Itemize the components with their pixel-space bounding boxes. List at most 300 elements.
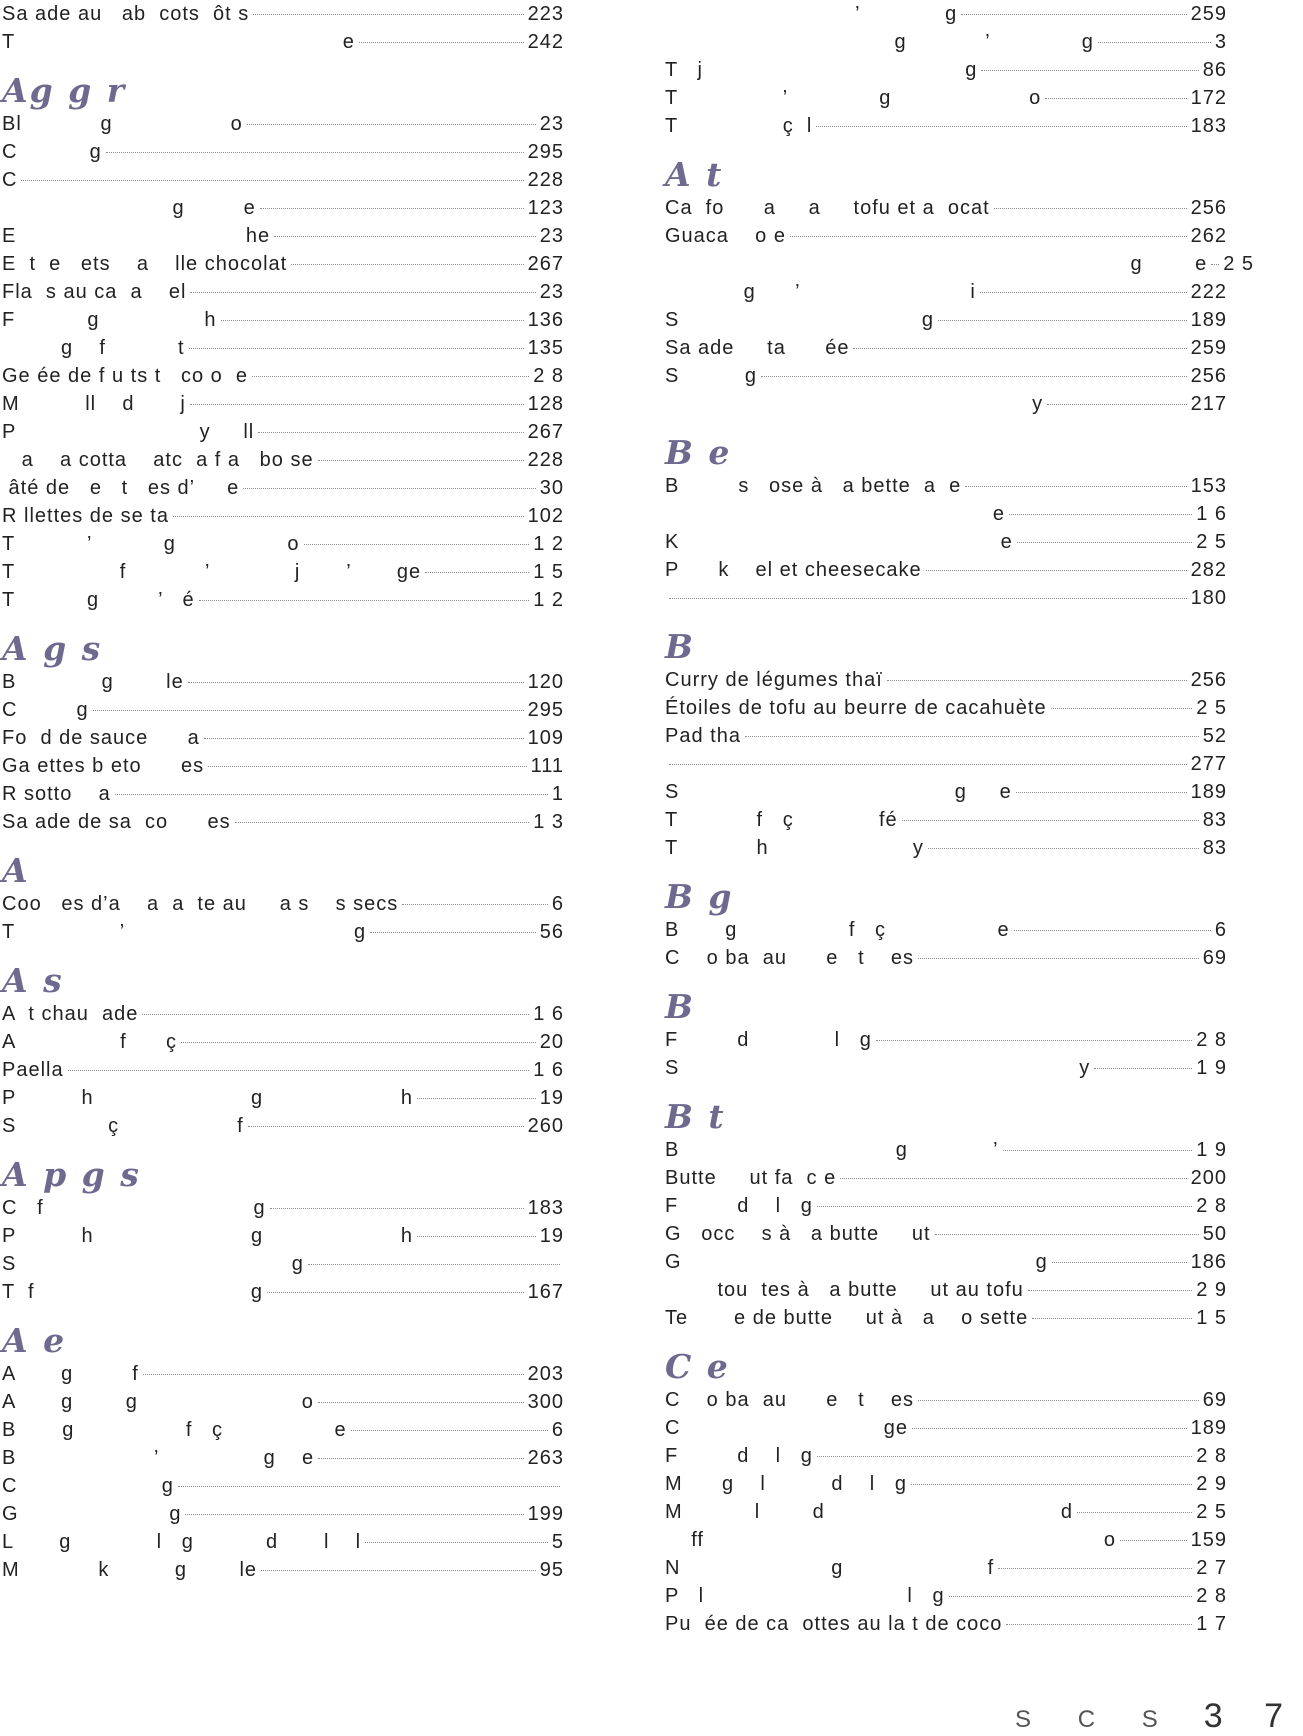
index-entry [665,1220,1227,1248]
index-entry [2,222,564,250]
index-entry [665,806,1227,834]
recipe-name: B g f ç e [665,919,1010,941]
page-reference: 153 [1190,475,1227,497]
index-section [2,72,564,614]
index-entry [665,722,1227,750]
dot-leader [304,544,530,545]
dot-leader [178,1486,560,1487]
index-section [2,0,564,56]
recipe-name: S ç f [2,1115,244,1137]
recipe-name: C g [2,699,89,721]
recipe-name: g ’ i [665,281,976,303]
recipe-name: Butte ut fa c e [665,1167,837,1189]
index-entry [665,1470,1227,1498]
recipe-name: ’ g [665,3,958,25]
dot-leader [185,1514,523,1515]
index-entry [665,306,1227,334]
page-reference: 186 [1190,1251,1227,1273]
recipe-name: L g l g d l l [2,1531,362,1553]
page-reference: 1 6 [533,1059,564,1081]
dot-leader [998,1568,1192,1569]
dot-leader [876,1040,1192,1041]
recipe-name: A f ç [2,1031,178,1053]
dot-leader [260,208,524,209]
page-footer [1015,1697,1299,1736]
index-entry [2,502,564,530]
section-heading: B e [665,433,732,472]
left-index-column [2,0,564,1600]
page-reference: 2 5 [1196,531,1227,553]
dot-leader [1045,98,1186,99]
page-reference: 2 8 [1196,1195,1227,1217]
index-entry [2,1056,564,1084]
index-entry [2,1416,564,1444]
index-entry [2,1112,564,1140]
dot-leader [204,738,524,739]
recipe-name: S g [2,1253,304,1275]
page-reference: 19 [539,1225,564,1247]
recipe-name: g ’ g [665,31,1094,53]
index-entry [665,1276,1227,1304]
dot-leader [1017,542,1192,543]
dot-leader [761,376,1187,377]
index-entry [665,500,1227,528]
recipe-name: T f ç fé [665,809,898,831]
recipe-name: Fla s au ca a el [2,281,187,303]
index-entry [665,472,1227,500]
page-reference: 277 [1190,753,1227,775]
dot-leader [190,404,524,405]
index-entry [665,916,1227,944]
index-entry [2,1000,564,1028]
page-reference: 1 5 [533,561,564,583]
footer-section-label: S C S [1015,1706,1178,1733]
index-entry [665,1304,1227,1332]
page-reference: 136 [527,309,564,331]
recipe-name: Ga ettes b eto es [2,755,205,777]
recipe-name: E t e ets a lle chocolat [2,253,288,275]
dot-leader [816,126,1186,127]
page-reference: 199 [527,1503,564,1525]
index-entry [2,390,564,418]
page-reference: 83 [1202,837,1227,859]
recipe-name: tou tes à a butte ut au tofu [665,1279,1024,1301]
page-reference: 228 [527,449,564,471]
dot-leader [1120,1540,1187,1541]
page-reference: 69 [1202,1389,1227,1411]
page-reference: 159 [1190,1529,1227,1551]
page-reference: 23 [539,225,564,247]
recipe-name: F d l g [665,1445,813,1467]
page-reference: 1 3 [533,811,564,833]
dot-leader [359,42,524,43]
section-heading: Ag g r [2,71,127,110]
section-heading: B [665,627,695,666]
page-reference: 259 [1190,3,1227,25]
page-reference: 86 [1202,59,1227,81]
section-heading: C e [665,1347,730,1386]
dot-leader [208,766,526,767]
dot-leader [291,264,523,265]
index-entry [2,1278,564,1306]
dot-leader [902,820,1199,821]
recipe-name: âté de e t es d’ e [2,477,240,499]
dot-leader [270,1208,524,1209]
index-entry [665,1136,1227,1164]
index-entry [665,250,1255,278]
dot-leader [274,236,536,237]
recipe-name: S g [665,309,935,331]
recipe-name: Ca fo a a tofu et a ocat [665,197,990,219]
recipe-name: Pad tha [665,725,741,747]
index-section [665,988,1227,1082]
recipe-name: Ge ée de f u ts t co o e [2,365,249,387]
dot-leader [243,488,535,489]
index-entry [2,0,564,28]
dot-leader [106,152,524,153]
dot-leader [417,1098,536,1099]
page-reference: 3 [1214,31,1227,53]
recipe-name: C f g [2,1197,266,1219]
page-reference: 6 [551,893,564,915]
page-reference: 109 [527,727,564,749]
index-entry [665,750,1227,778]
page-reference: 128 [527,393,564,415]
dot-leader [21,180,523,181]
section-heading: A p g s [2,1155,141,1194]
page-reference: 256 [1190,197,1227,219]
page-reference: 95 [539,1559,564,1581]
index-section [665,0,1227,140]
dot-leader [370,932,536,933]
recipe-name: R llettes de se ta [2,505,169,527]
dot-leader [745,736,1199,737]
dot-leader [1016,792,1187,793]
dot-leader [928,848,1199,849]
index-entry [2,724,564,752]
index-entry [665,944,1227,972]
index-entry [665,0,1227,28]
dot-leader [911,1484,1192,1485]
dot-leader [252,376,529,377]
dot-leader [1003,1150,1193,1151]
index-entry [665,1554,1227,1582]
dot-leader [1009,514,1192,515]
page-reference: 2 9 [1196,1279,1227,1301]
index-entry [2,194,564,222]
recipe-name: Guaca o e [665,225,786,247]
dot-leader [93,710,524,711]
index-entry [665,56,1227,84]
page-reference: 2 9 [1196,1473,1227,1495]
page-reference: 23 [539,281,564,303]
dot-leader [190,292,535,293]
recipe-name: B ’ g e [2,1447,315,1469]
index-entry [2,28,564,56]
page-reference: 2 8 [1196,1445,1227,1467]
dot-leader [817,1456,1192,1457]
index-entry [2,1360,564,1388]
index-entry [665,1526,1227,1554]
index-entry [665,1386,1227,1414]
index-entry [665,222,1227,250]
page-reference: 1 9 [1196,1139,1227,1161]
index-entry [665,84,1227,112]
index-entry [665,666,1227,694]
page-reference: 172 [1190,87,1227,109]
recipe-name: e [665,503,1005,525]
recipe-name: T e [2,31,355,53]
index-entry [665,362,1227,390]
index-section [2,962,564,1140]
index-entry [2,890,564,918]
index-entry [2,362,564,390]
dot-leader [1051,708,1193,709]
recipe-name: T ç l [665,115,813,137]
page-reference: 259 [1190,337,1227,359]
recipe-name: Fo d de sauce a [2,727,200,749]
page-reference: 267 [527,421,564,443]
index-entry [2,278,564,306]
section-heading: B [665,987,695,1026]
index-entry [665,1192,1227,1220]
page-reference: 262 [1190,225,1227,247]
recipe-name: F d l g [665,1195,813,1217]
page-number: 3 7 [1203,1697,1299,1735]
index-entry [2,250,564,278]
page-reference: 300 [527,1391,564,1413]
index-entry [2,474,564,502]
page-reference: 189 [1190,1417,1227,1439]
index-section [2,1156,564,1306]
page-reference: 111 [530,755,564,777]
recipe-name: P l l g [665,1585,945,1607]
index-entry [665,278,1227,306]
dot-leader [790,236,1187,237]
index-entry [2,1388,564,1416]
recipe-name: S g e [665,781,1012,803]
index-entry [2,530,564,558]
page-reference: 200 [1190,1167,1227,1189]
page-reference: 1 [551,783,564,805]
dot-leader [425,572,529,573]
recipe-name: Coo es d’a a a te au a s s secs [2,893,399,915]
page-reference: 228 [527,169,564,191]
dot-leader [318,1458,524,1459]
dot-leader [1077,1512,1192,1513]
index-entry [2,446,564,474]
index-section [665,878,1227,972]
page-reference: 123 [527,197,564,219]
index-entry [2,1194,564,1222]
recipe-name: P h g h [2,1087,413,1109]
dot-leader [351,1430,548,1431]
dot-leader [188,682,524,683]
index-entry [2,1250,564,1278]
recipe-name: F d l g [665,1029,872,1051]
recipe-name: g e [665,253,1208,275]
index-entry [665,1610,1227,1638]
page-reference: 1 6 [533,1003,564,1025]
recipe-name: Sa ade de sa co es [2,811,231,833]
dot-leader [669,764,1187,765]
recipe-name: Étoiles de tofu au beurre de cacahuète [665,697,1047,719]
index-entry [2,558,564,586]
recipe-name: ff o [665,1529,1117,1551]
recipe-name: G g [665,1251,1048,1273]
page-reference: 203 [527,1363,564,1385]
dot-leader [918,1400,1199,1401]
page-reference: 2 7 [1196,1557,1227,1579]
recipe-name: M ll d j [2,393,186,415]
dot-leader [935,1234,1199,1235]
recipe-name: C ge [665,1417,908,1439]
dot-leader [143,1374,524,1375]
recipe-name: G occ s à a butte ut [665,1223,931,1245]
dot-leader [417,1236,536,1237]
recipe-name: A t chau ade [2,1003,139,1025]
index-entry [665,1414,1227,1442]
index-entry [2,918,564,946]
recipe-name: E he [2,225,271,247]
index-entry [665,112,1227,140]
page-reference: 1 9 [1196,1057,1227,1079]
page-reference: 83 [1202,809,1227,831]
recipe-name: G g [2,1503,182,1525]
page-reference: 222 [1190,281,1227,303]
index-entry [665,1248,1227,1276]
page-reference: 189 [1190,781,1227,803]
page-reference: 295 [527,699,564,721]
dot-leader [189,348,524,349]
recipe-name: C [2,169,18,191]
dot-leader [267,1292,524,1293]
index-section [665,155,1255,418]
dot-leader [949,1596,1193,1597]
index-section [665,1348,1227,1638]
section-heading: B g [665,877,734,916]
page-reference: 242 [527,31,564,53]
dot-leader [1047,404,1186,405]
page-reference: 256 [1190,669,1227,691]
index-entry [2,1028,564,1056]
dot-leader [258,432,523,433]
dot-leader [1211,264,1219,265]
page-reference: 135 [527,337,564,359]
recipe-name: M l d d [665,1501,1073,1523]
section-heading: A e [2,1321,67,1360]
page-reference: 256 [1190,365,1227,387]
index-entry [665,1582,1227,1610]
index-entry [2,138,564,166]
index-entry [665,584,1227,612]
recipe-name: C o ba au e t es [665,947,914,969]
dot-leader [938,320,1187,321]
recipe-name: P h g h [2,1225,413,1247]
dot-leader [68,1070,530,1071]
index-entry [665,28,1227,56]
page-reference: 189 [1190,309,1227,331]
page-reference: 260 [527,1115,564,1137]
dot-leader [918,958,1199,959]
dot-leader [981,70,1198,71]
dot-leader [1014,930,1211,931]
section-heading: A t [665,155,724,194]
page-reference: 1 5 [1196,1307,1227,1329]
dot-leader [181,1042,536,1043]
dot-leader [994,208,1187,209]
dot-leader [817,1206,1192,1207]
index-entry [2,418,564,446]
index-section [665,434,1227,612]
index-entry [665,194,1227,222]
recipe-name: S y [665,1057,1091,1079]
recipe-name: Paella [2,1059,64,1081]
index-entry [665,1498,1227,1526]
recipe-name: M k g le [2,1559,258,1581]
page-reference: 5 [551,1531,564,1553]
dot-leader [318,460,524,461]
page-reference: 267 [527,253,564,275]
index-entry [665,334,1227,362]
dot-leader [669,598,1187,599]
index-entry [665,1164,1227,1192]
dot-leader [961,14,1186,15]
dot-leader [887,680,1187,681]
index-entry [2,586,564,614]
recipe-name: T f g [2,1281,264,1303]
page-reference: 1 2 [533,589,564,611]
index-entry [2,752,564,780]
index-entry [665,778,1227,806]
page-reference: 30 [539,477,564,499]
page-reference: 295 [527,141,564,163]
index-entry [2,1222,564,1250]
page-reference: 2 8 [1196,1585,1227,1607]
index-section [2,1322,564,1584]
section-heading: A [2,851,30,890]
index-entry [2,1500,564,1528]
recipe-name: C g [2,141,102,163]
dot-leader [965,486,1186,487]
index-section [2,852,564,946]
dot-leader [1052,1262,1187,1263]
index-entry [665,556,1227,584]
dot-leader [235,822,530,823]
index-entry [2,696,564,724]
dot-leader [318,1402,524,1403]
recipe-name: Bl g o [2,113,243,135]
dot-leader [142,1014,529,1015]
index-entry [2,1556,564,1584]
page-reference: 282 [1190,559,1227,581]
index-entry [2,306,564,334]
index-entry [665,1026,1227,1054]
section-heading: A s [2,961,64,1000]
section-heading: A g s [2,629,103,668]
dot-leader [253,14,523,15]
index-section [665,1098,1227,1332]
index-section [665,628,1227,862]
recipe-name: g e [2,197,256,219]
recipe-name: T f ’ j ’ ge [2,561,422,583]
dot-leader [365,1542,548,1543]
page-reference: 2 8 [1196,1029,1227,1051]
section-heading: B t [665,1097,726,1136]
dot-leader [853,348,1186,349]
index-entry [2,1528,564,1556]
index-entry [2,1472,564,1500]
